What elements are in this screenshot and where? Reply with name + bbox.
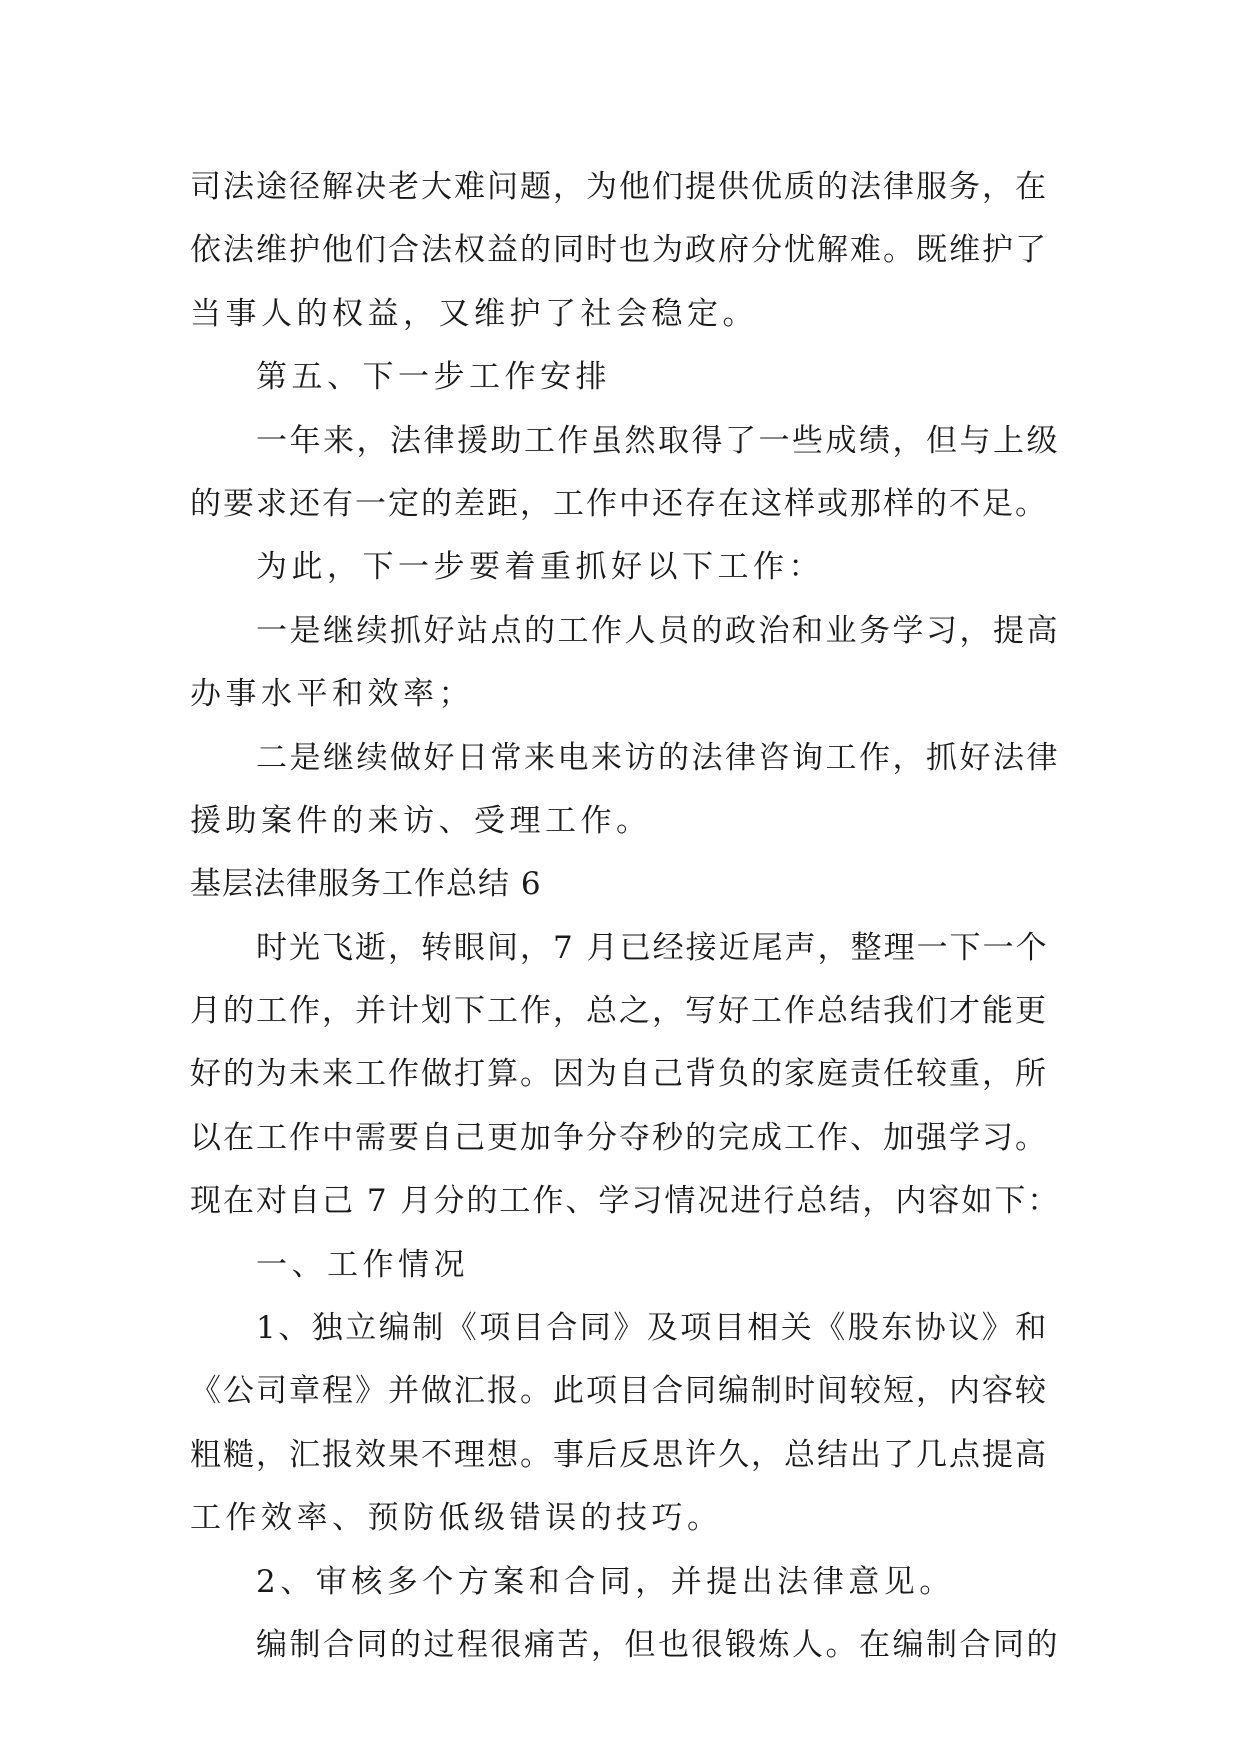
text-line: 月的工作，并计划下工作，总之，写好工作总结我们才能更 xyxy=(190,993,1048,1030)
text-line: 援助案件的来访、受理工作。 xyxy=(190,802,652,839)
text-line: 1、独立编制《项目合同》及项目相关《股东协议》和 xyxy=(256,1310,1049,1347)
text-line: 工作效率、预防低级错误的技巧。 xyxy=(190,1500,723,1537)
text-line: 的要求还有一定的差距，工作中还存在这样或那样的不足。 xyxy=(190,485,1048,522)
text-line: 二是继续做好日常来电来访的法律咨询工作，抓好法律 xyxy=(256,739,1060,776)
text-line: 当事人的权益，又维护了社会稳定。 xyxy=(190,295,758,332)
text-line: 为此，下一步要着重抓好以下工作： xyxy=(256,549,824,586)
text-line: 司法途径解决老大难问题，为他们提供优质的法律服务，在 xyxy=(190,169,1048,205)
text-line: 以在工作中需要自己更加争分夺秒的完成工作、加强学习。 xyxy=(190,1119,1048,1156)
text-line: 时光飞逝，转眼间，7 月已经接近尾声，整理一下一个 xyxy=(256,929,1049,966)
document-body xyxy=(190,156,1060,1677)
text-line: 一年来，法律援助工作虽然取得了一些成绩，但与上级 xyxy=(256,422,1060,459)
text-line: 2、审核多个方案和合同，并提出法律意见。 xyxy=(256,1563,955,1600)
text-line: 编制合同的过程很痛苦，但也很锻炼人。在编制合同的 xyxy=(256,1626,1060,1663)
text-line: 现在对自己 7 月分的工作、学习情况进行总结，内容如下： xyxy=(190,1183,1061,1220)
section-heading: 基层法律服务工作总结 6 xyxy=(190,866,542,903)
text-line: 好的为未来工作做打算。因为自己背负的家庭责任较重，所 xyxy=(190,1056,1048,1093)
text-line: 粗糙，汇报效果不理想。事后反思许久，总结出了几点提高 xyxy=(190,1436,1048,1473)
text-line: 第五、下一步工作安排 xyxy=(256,359,611,396)
text-line: 《公司章程》并做汇报。此项目合同编制时间较短，内容较 xyxy=(190,1373,1048,1410)
text-line: 办事水平和效率； xyxy=(190,676,474,713)
text-line: 一、工作情况 xyxy=(256,1246,469,1283)
text-line: 一是继续抓好站点的工作人员的政治和业务学习，提高 xyxy=(256,612,1060,649)
text-line: 依法维护他们合法权益的同时也为政府分忧解难。既维护了 xyxy=(190,232,1048,269)
